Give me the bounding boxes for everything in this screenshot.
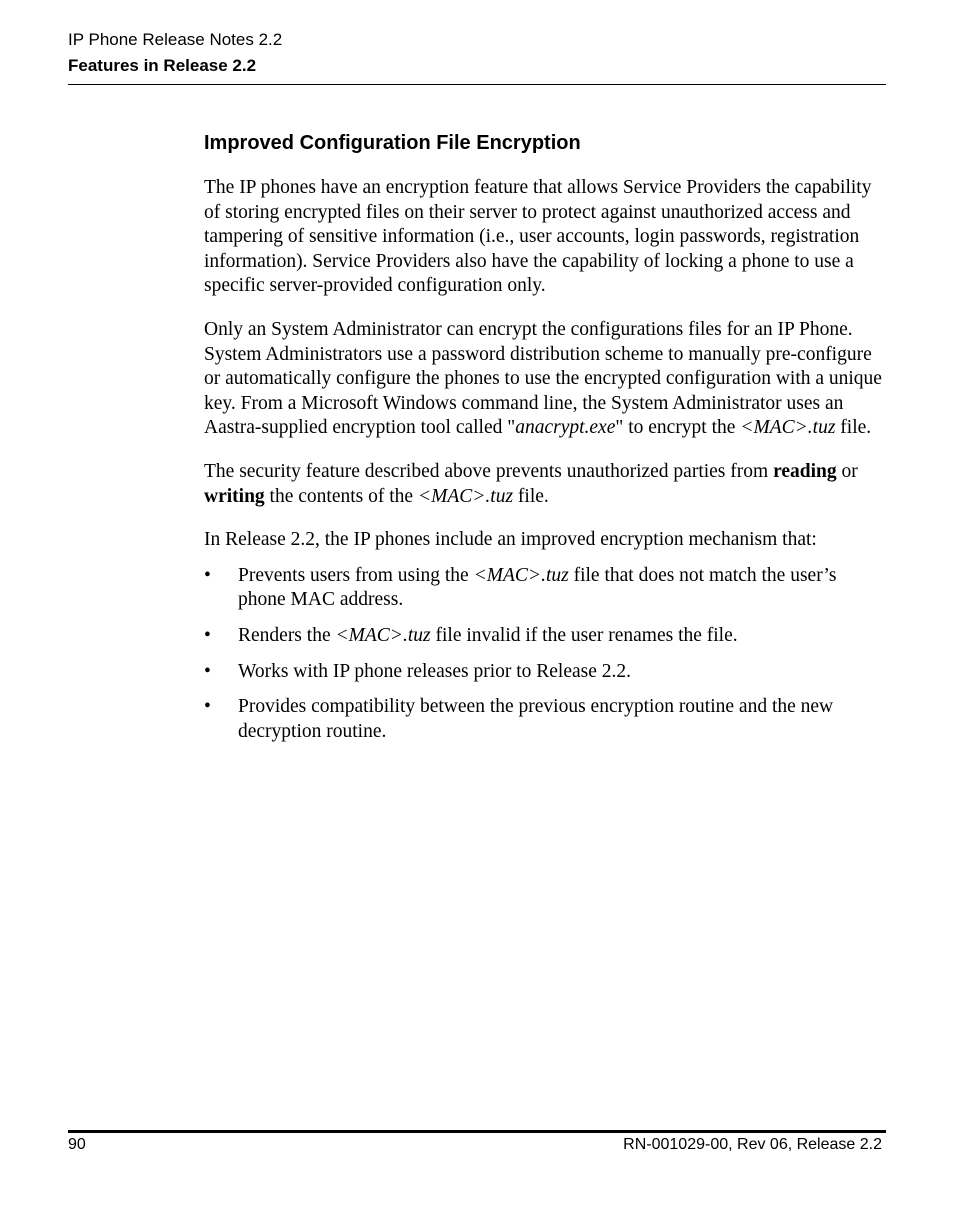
paragraph-2-text-c: file. [835, 417, 872, 439]
paragraph-3 [204, 460, 886, 509]
mac-file-name: <MAC>.tuz [417, 485, 514, 507]
page-number: 90 [68, 1136, 86, 1153]
bold-writing: writing [204, 485, 265, 507]
list-item [204, 624, 886, 649]
header-divider [68, 84, 886, 85]
tool-name: anacrypt.exe [515, 417, 616, 439]
mac-file-name: <MAC>.tuz [335, 624, 431, 646]
list-item [204, 564, 886, 613]
page-heading: Improved Configuration File Encryption [204, 132, 581, 154]
paragraph-2 [204, 318, 886, 441]
paragraph-4: In Release 2.2, the IP phones include an improved encryption mechanism that: [204, 529, 817, 551]
list-item-text: Provides compatibility between the previous encryption routine and the new decryption routine. [238, 696, 834, 742]
list-item [204, 695, 886, 744]
list-item-text-b: file that does not match the user’s phone MAC address. [238, 564, 837, 611]
paragraph-2-text-b: " to encrypt the [615, 417, 741, 439]
section-title: Features in Release 2.2 [68, 56, 257, 75]
paragraph-3-text-c: the contents of the [264, 485, 418, 507]
feature-list [204, 564, 886, 745]
paragraph-2-text-a: Only an System Administrator can encrypt the configurations files for an IP Phone. System Administrators use a password distribution scheme to manually pre-configure or automatically configure the phones to use the encrypted configuration with a unique key. From a Microsoft Windows command line, the System Administrator uses an Aastra-supplied encryption tool called " [204, 318, 882, 439]
footer-divider [68, 1130, 886, 1133]
document-id: RN-001029-00, Rev 06, Release 2.2 [623, 1136, 882, 1153]
main-content [204, 130, 886, 755]
bold-reading: reading [773, 460, 837, 482]
mac-file-name: <MAC>.tuz [473, 564, 569, 586]
mac-file-name: <MAC>.tuz [740, 417, 836, 439]
list-item-text-a: Prevents users from using the [238, 564, 474, 586]
list-item-text-a: Renders the [238, 624, 336, 646]
list-item [204, 660, 886, 685]
paragraph-3-text-d: file. [513, 485, 549, 507]
paragraph-3-text-b: or [836, 460, 858, 482]
bullet-icon: • [204, 564, 211, 586]
bullet-icon: • [204, 696, 211, 718]
bullet-icon: • [204, 624, 211, 646]
bullet-icon: • [204, 660, 211, 682]
list-item-text-b: file invalid if the user renames the file. [430, 624, 738, 646]
paragraph-1: The IP phones have an encryption feature that allows Service Providers the capability of storing encrypted files on their server to protect against unauthorized access and tampering of sensitive information (i.e., user accounts, login passwords, registration information). Service Providers also have the capability of locking a phone to use a specific server-provided configuration only. [204, 177, 872, 297]
document-title: IP Phone Release Notes 2.2 [68, 30, 283, 49]
list-item-text: Works with IP phone releases prior to Release 2.2. [238, 660, 632, 682]
paragraph-3-text-a: The security feature described above prevents unauthorized parties from [204, 460, 774, 482]
